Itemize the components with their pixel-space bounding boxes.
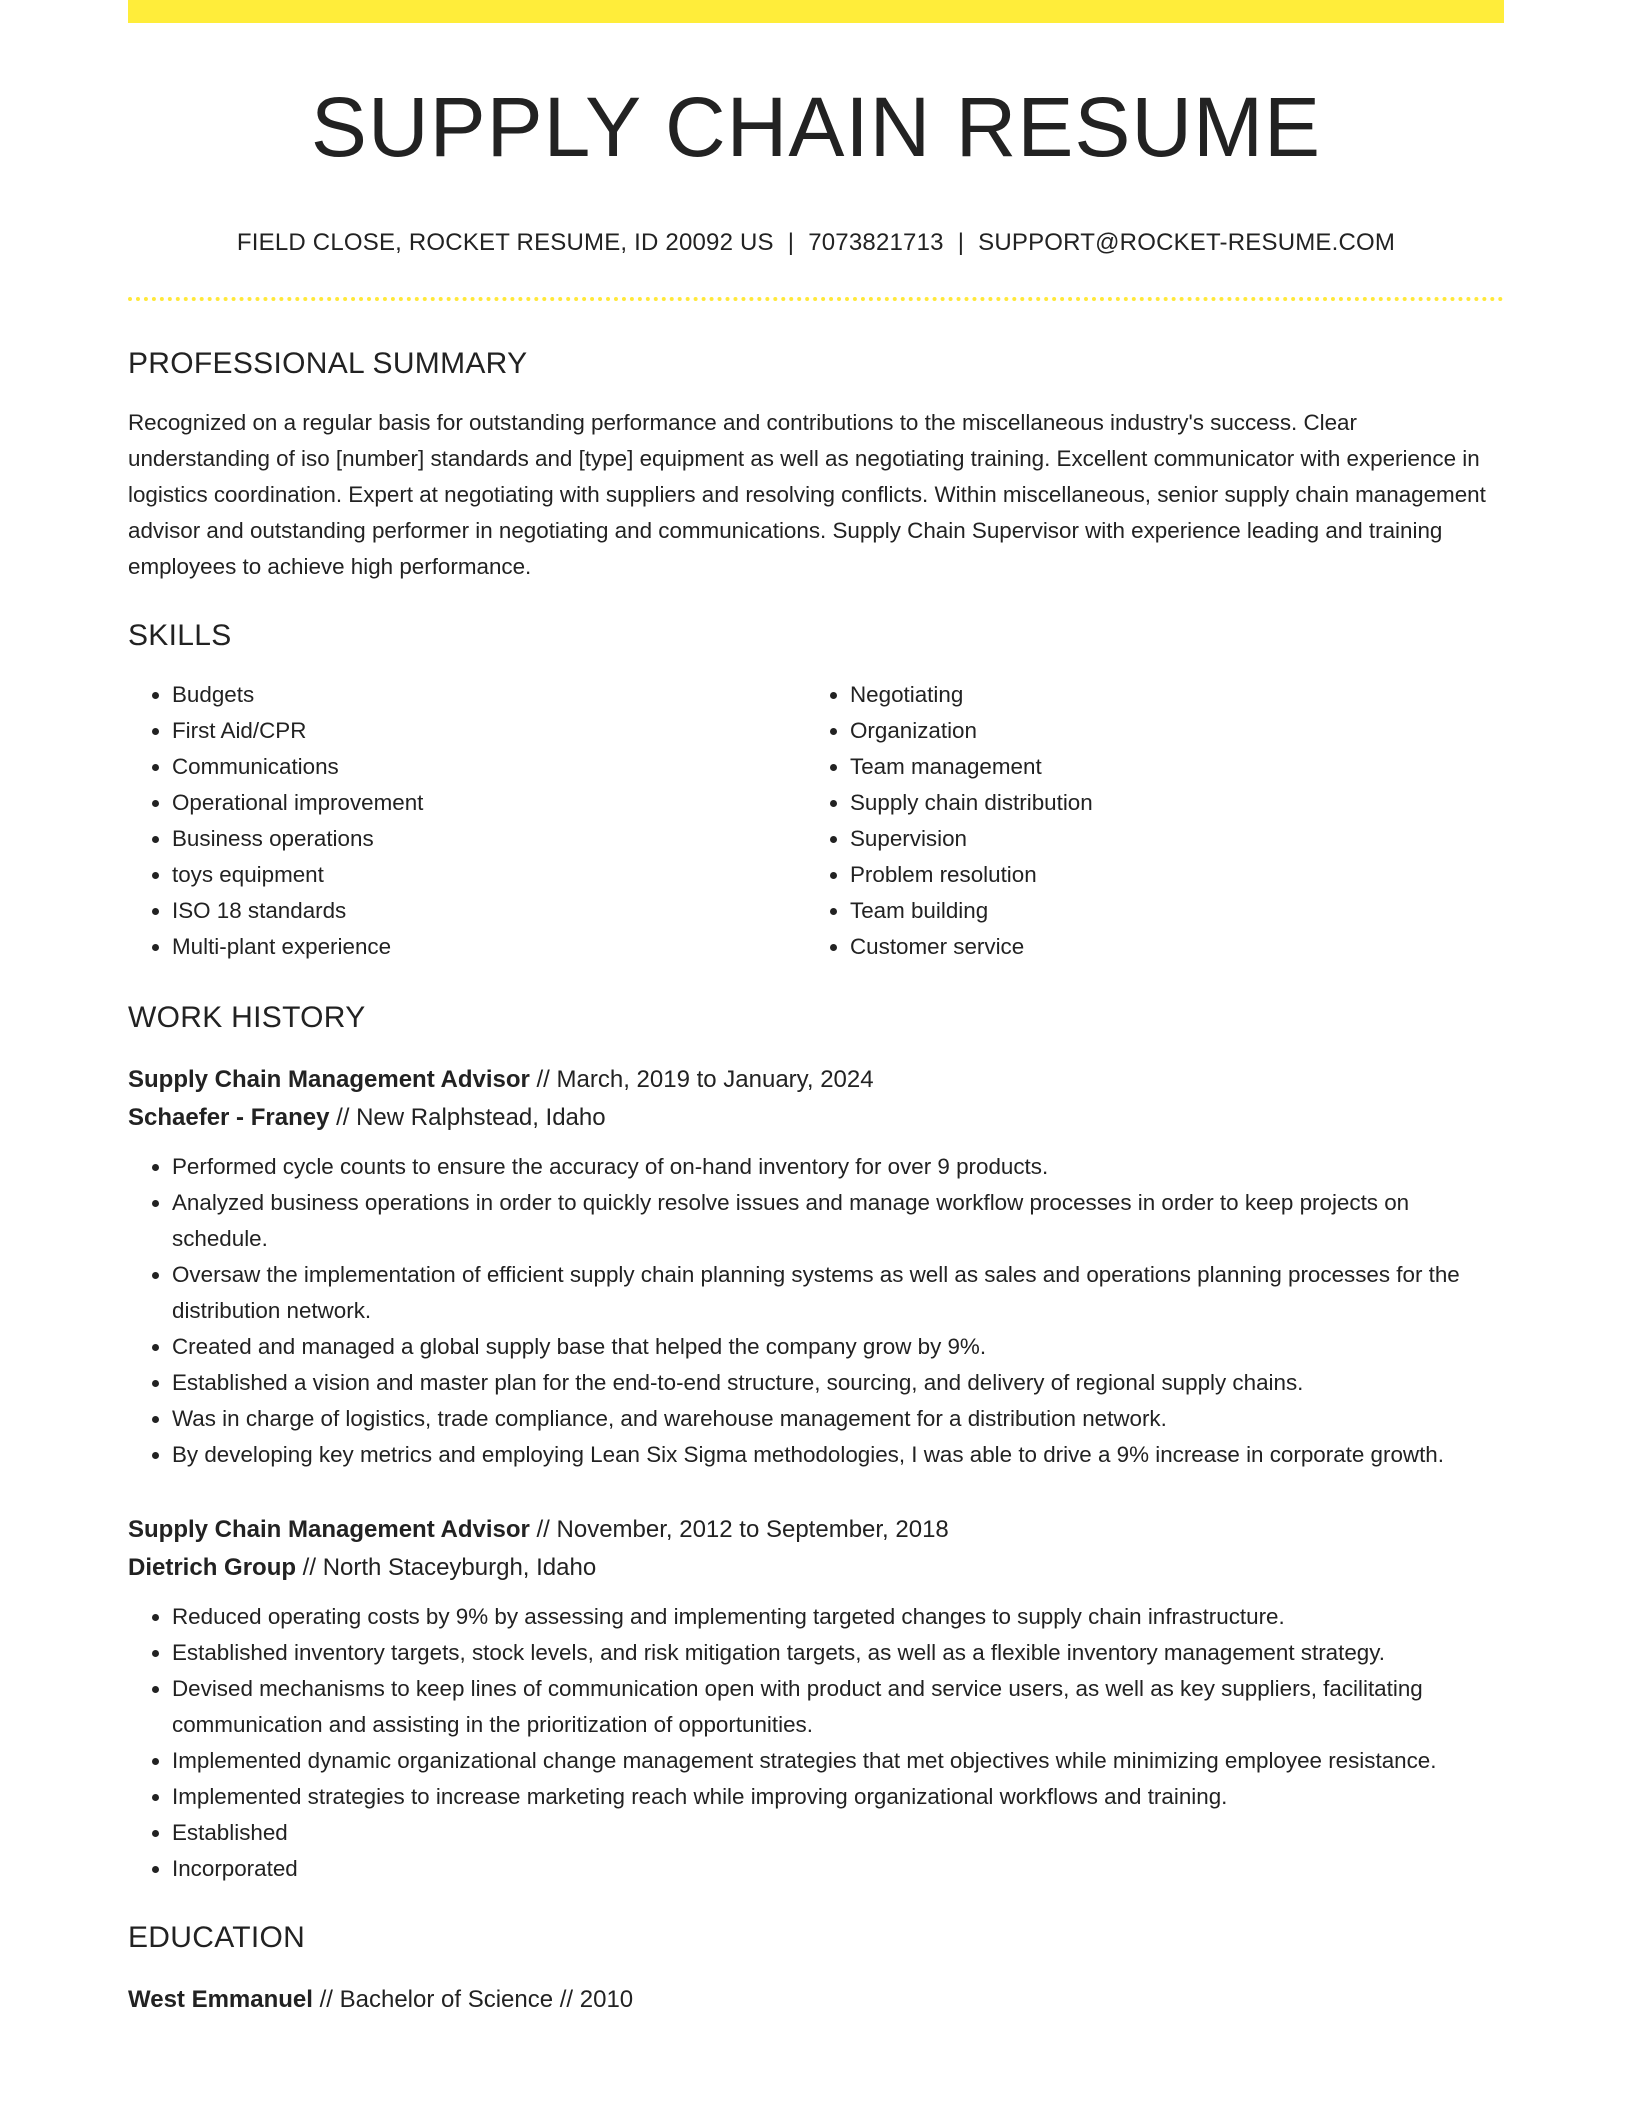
skill-item: • Team building [850, 893, 1484, 929]
job-bullet: • Established [172, 1815, 1504, 1851]
skill-item: • Supervision [850, 821, 1484, 857]
skill-item: • First Aid/CPR [172, 713, 806, 749]
work-history-heading: WORK HISTORY [128, 1001, 366, 1034]
job-bullet: • Implemented strategies to increase marketing reach while improving organizational workflows and training. [172, 1779, 1504, 1815]
job-bullet: • Incorporated [172, 1851, 1504, 1887]
dotted-divider [128, 297, 1504, 301]
skill-item: • Problem resolution [850, 857, 1484, 893]
job-bullet: • By developing key metrics and employing Lean Six Sigma methodologies, I was able to drive a 9% increase in corporate growth. [172, 1437, 1504, 1473]
job-bullet: • Oversaw the implementation of efficient supply chain planning systems as well as sales and operations planning processes for the distribution network. [172, 1257, 1504, 1329]
skill-item: • Customer service [850, 929, 1484, 965]
skills-list [128, 677, 1504, 965]
contact-separator: | [787, 229, 795, 256]
resume-page [128, 0, 1504, 2019]
education-heading: EDUCATION [128, 1921, 306, 1954]
job-bullets [128, 1599, 1504, 1887]
skill-item: • Supply chain distribution [850, 785, 1484, 821]
job-company: Dietrich Group [128, 1554, 297, 1581]
skill-item: • Negotiating [850, 677, 1484, 713]
job-location: // North Staceyburgh, Idaho [296, 1554, 597, 1581]
education-line [128, 1981, 1504, 2019]
job-bullet: • Established a vision and master plan for the end-to-end structure, sourcing, and delivery of regional supply chains. [172, 1365, 1504, 1401]
skill-item: • ISO 18 standards [172, 893, 806, 929]
job-location: // New Ralphstead, Idaho [329, 1104, 606, 1131]
job-dates: // March, 2019 to January, 2024 [529, 1066, 874, 1093]
skill-item: • Business operations [172, 821, 806, 857]
contact-phone: 7073821713 [808, 229, 944, 256]
skill-item: • Multi-plant experience [172, 929, 806, 965]
skill-item: • Communications [172, 749, 806, 785]
job-company: Schaefer - Franey [128, 1104, 330, 1131]
contact-separator: | [957, 229, 965, 256]
job-dates: // November, 2012 to September, 2018 [529, 1516, 949, 1543]
contact-address: FIELD CLOSE, ROCKET RESUME, ID 20092 US [236, 229, 774, 256]
skill-item: • Budgets [172, 677, 806, 713]
job-bullet: • Devised mechanisms to keep lines of communication open with product and service users, as well as key suppliers, facilitating communication and assisting in the prioritization of opportunities. [172, 1671, 1504, 1743]
job-bullet: • Established inventory targets, stock levels, and risk mitigation targets, as well as a flexible inventory management strategy. [172, 1635, 1504, 1671]
skills-column-left [128, 677, 806, 965]
job-bullet: • Reduced operating costs by 9% by assessing and implementing targeted changes to supply chain infrastructure. [172, 1599, 1504, 1635]
contact-line [128, 229, 1504, 257]
education-degree: // Bachelor of Science // 2010 [312, 1986, 634, 2013]
job-company-line [128, 1549, 1504, 1587]
summary-text: Recognized on a regular basis for outstanding performance and contributions to the miscellaneous industry's success. Clear understanding of iso [number] standards and [type] equipment as well as negotiating training. Excellent communicator with experience in logistics coordination. Expert at negotiating with suppliers and resolving conflicts. Within miscellaneous, senior supply chain management advisor and outstanding performer in negotiating and communications. Supply Chain Supervisor with experience leading and training employees to achieve high performance. [128, 410, 1486, 579]
skill-item: • Organization [850, 713, 1484, 749]
skill-item: • Operational improvement [172, 785, 806, 821]
skills-heading: SKILLS [128, 619, 232, 652]
job-bullet: • Implemented dynamic organizational change management strategies that met objectives while minimizing employee resistance. [172, 1743, 1504, 1779]
job-bullet: • Was in charge of logistics, trade compliance, and warehouse management for a distribution network. [172, 1401, 1504, 1437]
job-bullet: • Performed cycle counts to ensure the accuracy of on-hand inventory for over 9 products. [172, 1149, 1504, 1185]
job-role: Supply Chain Management Advisor [128, 1066, 530, 1093]
job-title-line [128, 1511, 1504, 1549]
education-school: West Emmanuel [128, 1986, 313, 2013]
skills-column-right [806, 677, 1484, 965]
top-accent-bar [128, 0, 1504, 23]
job-company-line [128, 1099, 1504, 1137]
job-bullet: • Analyzed business operations in order to quickly resolve issues and manage workflow processes in order to keep projects on schedule. [172, 1185, 1504, 1257]
summary-heading: PROFESSIONAL SUMMARY [128, 347, 528, 380]
job-bullets [128, 1149, 1504, 1473]
job-bullet: • Created and managed a global supply base that helped the company grow by 9%. [172, 1329, 1504, 1365]
resume-title: SUPPLY CHAIN RESUME [310, 80, 1322, 174]
skill-item: • Team management [850, 749, 1484, 785]
contact-email: SUPPORT@ROCKET-RESUME.COM [978, 229, 1396, 256]
job-title-line [128, 1061, 1504, 1099]
skill-item: • toys equipment [172, 857, 806, 893]
job-role: Supply Chain Management Advisor [128, 1516, 530, 1543]
